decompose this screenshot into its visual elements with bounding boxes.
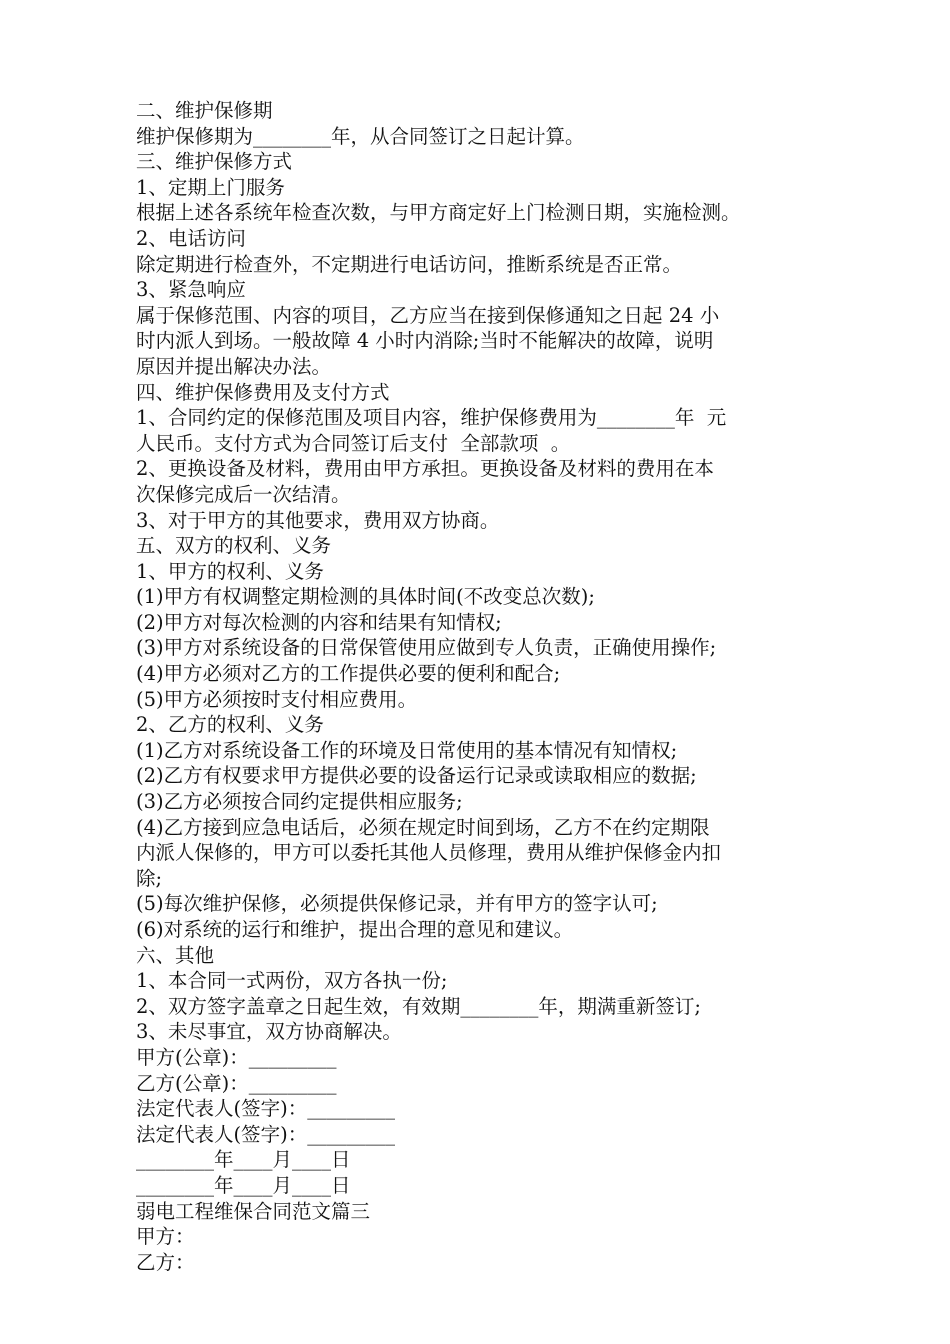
subsection-heading: 2、乙方的权利、义务 [136,713,324,737]
list-item: (1)甲方有权调整定期检测的具体时间(不改变总次数); [136,585,595,609]
list-item: (2)乙方有权要求甲方提供必要的设备运行记录或读取相应的数据; [136,764,697,788]
subsection-heading: 2、电话访问 [136,226,246,250]
paragraph-line: 除定期进行检查外，不定期进行电话访问，推断系统是否正常。 [136,252,683,276]
subsection-heading: 3、紧急响应 [136,278,246,302]
paragraph-line: 次保修完成后一次结清。 [136,482,351,506]
list-item: (3)甲方对系统设备的日常保管使用应做到专人负责，正确使用操作; [136,636,717,660]
list-item: (3)乙方必须按合同约定提供相应服务; [136,790,463,814]
date-line: ________年____月____日 [136,1148,351,1172]
list-item: (6)对系统的运行和维护，提出合理的意见和建议。 [136,918,574,941]
paragraph-line: 维护保修期为________年，从合同签订之日起计算。 [136,124,585,148]
party-line: 甲方： [136,1225,195,1249]
signature-line: 甲方(公章)：_________ [136,1045,337,1069]
list-item: 内派人保修的，甲方可以委托其他人员修理，费用从维护保修金内扣 [136,841,722,865]
section-heading: 二、维护保修期 [136,99,273,122]
list-item: 3、未尽事宜，双方协商解决。 [136,1020,402,1044]
paragraph-line: 人民币。支付方式为合同签订后支付 全部款项 。 [136,431,571,455]
date-line: ________年____月____日 [136,1173,351,1197]
section-heading: 六、其他 [136,943,215,967]
paragraph-line: 2、更换设备及材料，费用由甲方承担。更换设备及材料的费用在本 [136,457,714,481]
section-heading: 四、维护保修费用及支付方式 [136,380,390,404]
paragraph-line: 根据上述各系统年检查次数，与甲方商定好上门检测日期，实施检测。 [136,201,741,225]
section-heading: 五、双方的权利、义务 [136,534,332,558]
list-item: (1)乙方对系统设备工作的环境及日常使用的基本情况有知情权; [136,738,678,762]
paragraph-line: 时内派人到场。一般故障 4 小时内消除;当时不能解决的故障，说明 [136,329,714,353]
document-body [136,98,826,1275]
list-item: 除; [136,866,163,890]
list-item: 2、双方签字盖章之日起生效，有效期________年，期满重新签订; [136,994,701,1018]
list-item: (4)乙方接到应急电话后，必须在规定时间到场，乙方不在约定期限 [136,815,710,839]
party-line: 乙方： [136,1250,195,1274]
subsection-heading: 1、甲方的权利、义务 [136,559,324,583]
list-item: (2)甲方对每次检测的内容和结果有知情权; [136,610,502,634]
signature-line: 法定代表人(签字)：_________ [136,1122,395,1146]
list-item: (5)甲方必须按时支付相应费用。 [136,687,418,711]
document-title: 弱电工程维保合同范文篇三 [136,1199,371,1223]
paragraph-line: 1、合同约定的保修范围及项目内容，维护保修费用为________年 元 [136,406,727,430]
paragraph-line: 原因并提出解决办法。 [136,354,332,378]
signature-line: 法定代表人(签字)：_________ [136,1097,395,1121]
list-item: 1、本合同一式两份，双方各执一份; [136,969,448,993]
signature-line: 乙方(公章)：_________ [136,1071,337,1095]
paragraph-line: 属于保修范围、内容的项目，乙方应当在接到保修通知之日起 24 小 [136,303,720,327]
section-heading: 三、维护保修方式 [136,150,293,174]
list-item: (4)甲方必须对乙方的工作提供必要的便利和配合; [136,662,561,686]
list-item: (5)每次维护保修，必须提供保修记录，并有甲方的签字认可; [136,892,658,916]
paragraph-line: 3、对于甲方的其他要求，费用双方协商。 [136,508,500,532]
subsection-heading: 1、定期上门服务 [136,175,285,199]
